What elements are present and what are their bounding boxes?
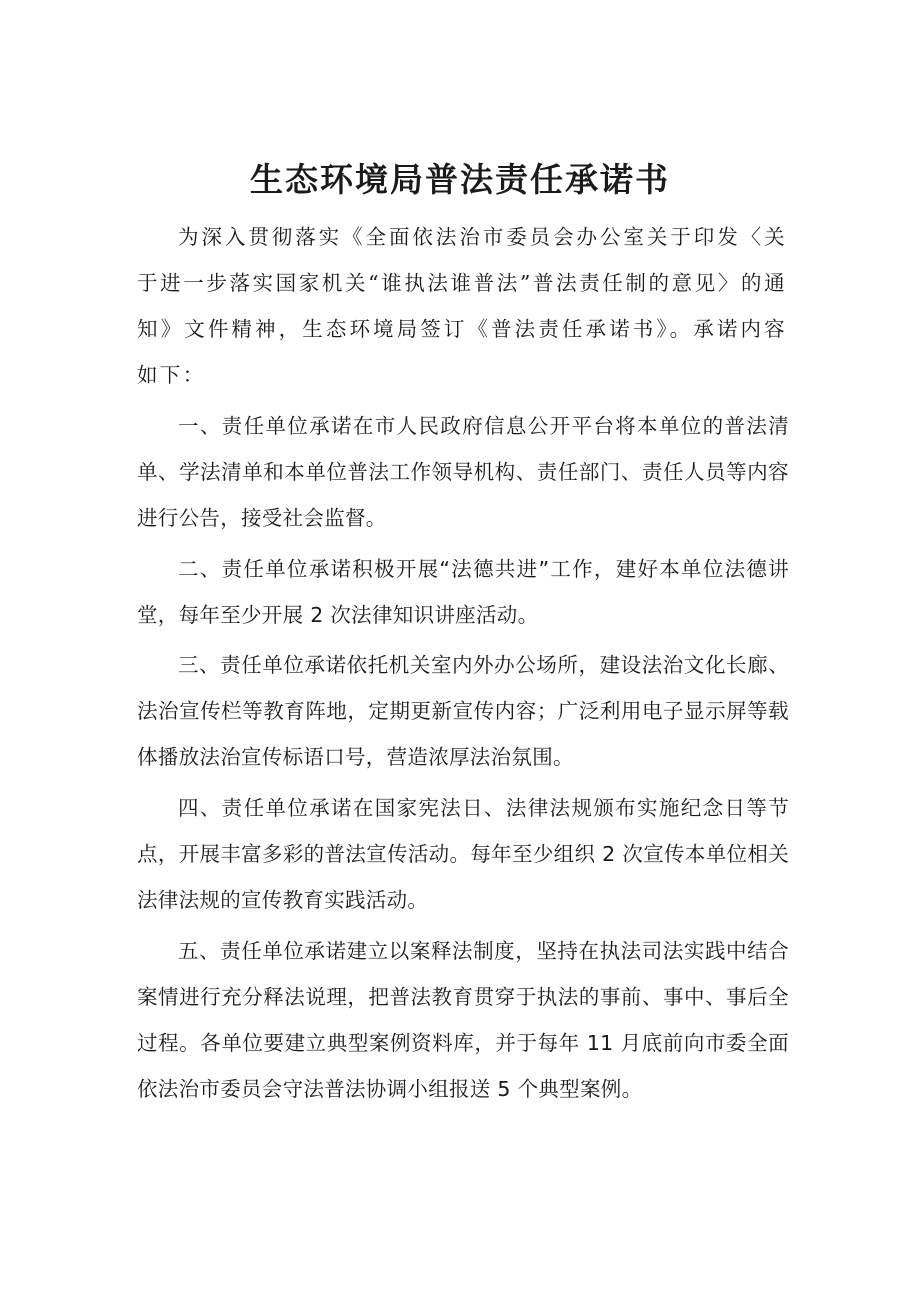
document-title: 生态环境局普法责任承诺书 [250,160,670,200]
commitment-item-1: 一、责任单位承诺在市人民政府信息公开平台将本单位的普法清单、学法清单和本单位普法工作领导机构、责任部门、责任人员等内容进行公告，接受社会监督。 [137,414,789,530]
commitment-item-5: 五、责任单位承诺建立以案释法制度，坚持在执法司法实践中结合案情进行充分释法说理，把普法教育贯穿于执法的事前、事中、事后全过程。各单位要建立典型案例资料库，并于每年 11 月底前向市委全面依法治市委员会守法普法协调小组报送 5 个典型案例。 [137,939,789,1101]
commitment-item-4: 四、责任单位承诺在国家宪法日、法律法规颁布实施纪念日等节点，开展丰富多彩的普法宣传活动。每年至少组织 2 次宣传本单位相关法律法规的宣传教育实践活动。 [137,796,789,912]
intro-paragraph: 为深入贯彻落实《全面依法治市委员会办公室关于印发〈关于进一步落实国家机关“谁执法谁普法”普法责任制的意见〉的通知》文件精神，生态环境局签订《普法责任承诺书》。承诺内容如下： [137,225,787,387]
commitment-item-3: 三、责任单位承诺依托机关室内外办公场所，建设法治文化长廊、法治宣传栏等教育阵地，定期更新宣传内容；广泛利用电子显示屏等载体播放法治宣传标语口号，营造浓厚法治氛围。 [137,653,789,769]
commitment-item-2: 二、责任单位承诺积极开展“法德共进”工作，建好本单位法德讲堂，每年至少开展 2 次法律知识讲座活动。 [137,557,789,627]
